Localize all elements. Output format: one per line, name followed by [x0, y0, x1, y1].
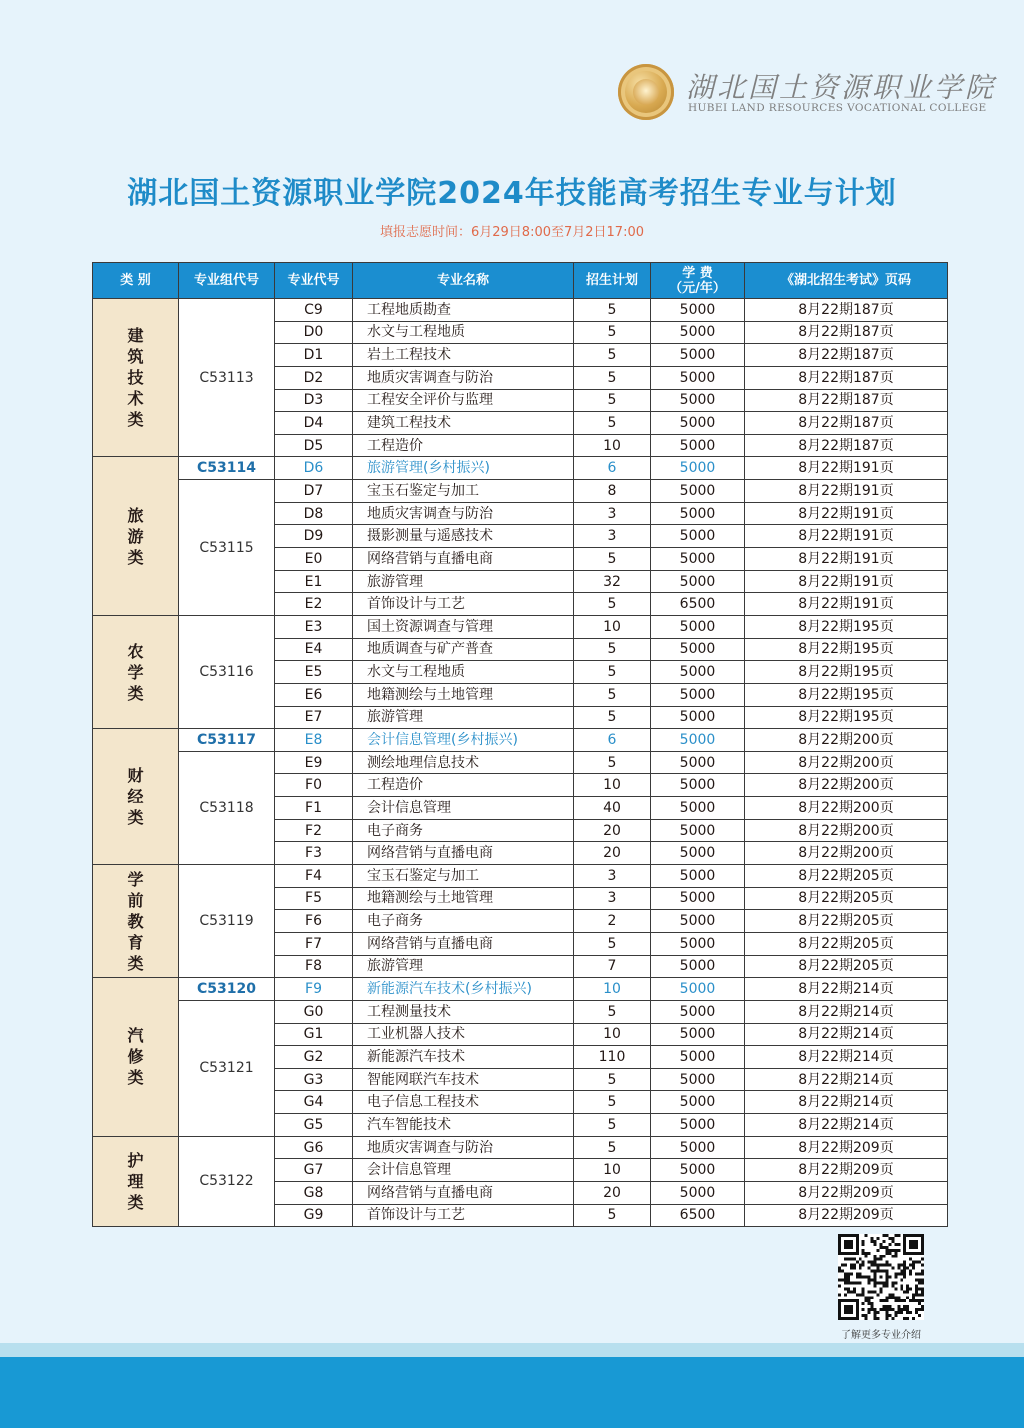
fee-cell: 5000: [651, 842, 745, 865]
major-name-cell: 电子信息工程技术: [353, 1091, 574, 1114]
major-code-cell: F9: [275, 978, 353, 1001]
plan-cell: 20: [574, 842, 651, 865]
major-name-cell: 旅游管理: [353, 955, 574, 978]
plan-cell: 5: [574, 366, 651, 389]
fee-cell: 5000: [651, 1181, 745, 1204]
major-name-cell: 会计信息管理(乡村振兴): [353, 729, 574, 752]
major-name-cell: 测绘地理信息技术: [353, 751, 574, 774]
header-plan: 招生计划: [574, 263, 651, 299]
page-ref-cell: 8月22期214页: [745, 1046, 948, 1069]
major-code-cell: G5: [275, 1114, 353, 1137]
major-name-cell: 工程造价: [353, 774, 574, 797]
fee-cell: 5000: [651, 570, 745, 593]
group-code-cell: C53117: [179, 729, 275, 752]
major-name-cell: 汽车智能技术: [353, 1114, 574, 1137]
major-code-cell: F1: [275, 797, 353, 820]
category-label: 学前教育类: [127, 869, 144, 973]
major-name-cell: 旅游管理: [353, 570, 574, 593]
category-label: 汽修类: [127, 1026, 144, 1088]
page-ref-cell: 8月22期209页: [745, 1136, 948, 1159]
fee-cell: 5000: [651, 638, 745, 661]
page-ref-cell: 8月22期209页: [745, 1181, 948, 1204]
fee-cell: 5000: [651, 1068, 745, 1091]
major-code-cell: D3: [275, 389, 353, 412]
major-name-cell: 地籍测绘与土地管理: [353, 887, 574, 910]
plan-cell: 5: [574, 661, 651, 684]
major-name-cell: 地质灾害调查与防治: [353, 366, 574, 389]
enrollment-plan-table: [92, 262, 948, 1227]
major-code-cell: G7: [275, 1159, 353, 1182]
major-name-cell: 会计信息管理: [353, 797, 574, 820]
fee-cell: 6500: [651, 1204, 745, 1227]
header-major-name: 专业名称: [353, 263, 574, 299]
major-name-cell: 新能源汽车技术: [353, 1046, 574, 1069]
plan-cell: 5: [574, 751, 651, 774]
major-code-cell: G1: [275, 1023, 353, 1046]
plan-cell: 5: [574, 548, 651, 571]
major-code-cell: D5: [275, 434, 353, 457]
plan-cell: 5: [574, 932, 651, 955]
category-cell: [93, 865, 179, 978]
fee-cell: 5000: [651, 932, 745, 955]
qr-code-icon: [838, 1234, 924, 1320]
page-ref-cell: 8月22期195页: [745, 683, 948, 706]
page-ref-cell: 8月22期187页: [745, 299, 948, 322]
group-code-cell: C53115: [179, 480, 275, 616]
major-code-cell: E8: [275, 729, 353, 752]
logo-english-name: HUBEI LAND RESOURCES VOCATIONAL COLLEGE: [688, 102, 987, 114]
major-code-cell: F8: [275, 955, 353, 978]
plan-cell: 20: [574, 819, 651, 842]
major-name-cell: 会计信息管理: [353, 1159, 574, 1182]
major-name-cell: 宝玉石鉴定与加工: [353, 480, 574, 503]
page-ref-cell: 8月22期187页: [745, 412, 948, 435]
major-code-cell: E7: [275, 706, 353, 729]
fee-cell: 5000: [651, 729, 745, 752]
major-name-cell: 水文与工程地质: [353, 321, 574, 344]
fee-cell: 5000: [651, 819, 745, 842]
plan-cell: 20: [574, 1181, 651, 1204]
category-label: 建筑技术类: [127, 326, 144, 430]
major-name-cell: 地质灾害调查与防治: [353, 1136, 574, 1159]
plan-cell: 5: [574, 1091, 651, 1114]
major-code-cell: G8: [275, 1181, 353, 1204]
plan-cell: 40: [574, 797, 651, 820]
page-ref-cell: 8月22期191页: [745, 502, 948, 525]
table-row: [93, 978, 948, 1001]
plan-cell: 10: [574, 774, 651, 797]
table-row: [93, 1136, 948, 1159]
page-ref-cell: 8月22期191页: [745, 570, 948, 593]
header-major-code: 专业代号: [275, 263, 353, 299]
plan-cell: 3: [574, 887, 651, 910]
page-ref-cell: 8月22期214页: [745, 1091, 948, 1114]
plan-cell: 110: [574, 1046, 651, 1069]
major-name-cell: 工程安全评价与监理: [353, 389, 574, 412]
major-name-cell: 地质调查与矿产普查: [353, 638, 574, 661]
major-code-cell: D0: [275, 321, 353, 344]
footer-band: [0, 1357, 1024, 1428]
fee-cell: 5000: [651, 865, 745, 888]
plan-cell: 3: [574, 502, 651, 525]
page-ref-cell: 8月22期195页: [745, 638, 948, 661]
major-name-cell: 网络营销与直播电商: [353, 932, 574, 955]
group-code-cell: C53122: [179, 1136, 275, 1227]
major-name-cell: 地质灾害调查与防治: [353, 502, 574, 525]
fee-cell: 5000: [651, 299, 745, 322]
major-name-cell: 网络营销与直播电商: [353, 548, 574, 571]
major-name-cell: 旅游管理(乡村振兴): [353, 457, 574, 480]
plan-cell: 5: [574, 1114, 651, 1137]
major-code-cell: F2: [275, 819, 353, 842]
group-code-cell: C53121: [179, 1000, 275, 1136]
category-cell: [93, 615, 179, 728]
major-name-cell: 地籍测绘与土地管理: [353, 683, 574, 706]
plan-cell: 5: [574, 1136, 651, 1159]
page-title: 湖北国土资源职业学院2024年技能高考招生专业与计划: [127, 176, 897, 211]
major-code-cell: E5: [275, 661, 353, 684]
page-ref-cell: 8月22期209页: [745, 1204, 948, 1227]
page-ref-cell: 8月22期200页: [745, 751, 948, 774]
page-ref-cell: 8月22期195页: [745, 661, 948, 684]
major-name-cell: 工程地质勘查: [353, 299, 574, 322]
major-name-cell: 工程造价: [353, 434, 574, 457]
page-ref-cell: 8月22期200页: [745, 819, 948, 842]
plan-cell: 10: [574, 978, 651, 1001]
fee-cell: 5000: [651, 344, 745, 367]
major-name-cell: 岩土工程技术: [353, 344, 574, 367]
major-code-cell: E9: [275, 751, 353, 774]
page-ref-cell: 8月22期214页: [745, 1023, 948, 1046]
fee-cell: 5000: [651, 1000, 745, 1023]
plan-cell: 10: [574, 434, 651, 457]
major-code-cell: D2: [275, 366, 353, 389]
plan-cell: 6: [574, 457, 651, 480]
fee-cell: 6500: [651, 593, 745, 616]
page-ref-cell: 8月22期191页: [745, 480, 948, 503]
logo-chinese-name: 湖北国土资源职业学院: [686, 71, 997, 104]
plan-cell: 5: [574, 299, 651, 322]
table-row: [93, 615, 948, 638]
plan-cell: 10: [574, 615, 651, 638]
table-row: [93, 480, 948, 503]
page-ref-cell: 8月22期205页: [745, 955, 948, 978]
page-ref-cell: 8月22期200页: [745, 797, 948, 820]
page-ref-cell: 8月22期191页: [745, 593, 948, 616]
plan-cell: 5: [574, 321, 651, 344]
major-code-cell: E3: [275, 615, 353, 638]
major-code-cell: E1: [275, 570, 353, 593]
major-name-cell: 工业机器人技术: [353, 1023, 574, 1046]
category-cell: [93, 729, 179, 865]
fee-cell: 5000: [651, 1023, 745, 1046]
major-code-cell: F3: [275, 842, 353, 865]
major-name-cell: 摄影测量与遥感技术: [353, 525, 574, 548]
table-row: [93, 865, 948, 888]
fee-cell: 5000: [651, 797, 745, 820]
major-name-cell: 新能源汽车技术(乡村振兴): [353, 978, 574, 1001]
major-name-cell: 首饰设计与工艺: [353, 1204, 574, 1227]
major-code-cell: G4: [275, 1091, 353, 1114]
page-ref-cell: 8月22期191页: [745, 548, 948, 571]
fee-cell: 5000: [651, 1136, 745, 1159]
fee-cell: 5000: [651, 321, 745, 344]
page-ref-cell: 8月22期187页: [745, 366, 948, 389]
group-code-cell: C53116: [179, 615, 275, 728]
plan-cell: 5: [574, 344, 651, 367]
plan-cell: 5: [574, 706, 651, 729]
category-label: 农学类: [127, 641, 144, 703]
table-row: [93, 729, 948, 752]
page-ref-cell: 8月22期205页: [745, 910, 948, 933]
major-code-cell: E2: [275, 593, 353, 616]
group-code-cell: C53114: [179, 457, 275, 480]
major-code-cell: G2: [275, 1046, 353, 1069]
major-name-cell: 水文与工程地质: [353, 661, 574, 684]
page-ref-cell: 8月22期205页: [745, 865, 948, 888]
page-ref-cell: 8月22期209页: [745, 1159, 948, 1182]
fee-cell: 5000: [651, 955, 745, 978]
major-code-cell: D4: [275, 412, 353, 435]
fee-cell: 5000: [651, 887, 745, 910]
page-ref-cell: 8月22期200页: [745, 774, 948, 797]
fee-cell: 5000: [651, 548, 745, 571]
footer-band-light: [0, 1343, 1024, 1357]
header-fee-line2: （元/年）: [669, 280, 726, 296]
page-ref-cell: 8月22期214页: [745, 1114, 948, 1137]
major-code-cell: F6: [275, 910, 353, 933]
plan-cell: 3: [574, 525, 651, 548]
college-emblem-icon: [618, 64, 674, 120]
plan-cell: 5: [574, 593, 651, 616]
table-header-row: [93, 263, 948, 299]
major-code-cell: G6: [275, 1136, 353, 1159]
header-fee: [651, 263, 745, 299]
category-cell: [93, 978, 179, 1136]
plan-cell: 10: [574, 1159, 651, 1182]
page-ref-cell: 8月22期195页: [745, 706, 948, 729]
category-cell: [93, 299, 179, 457]
major-code-cell: D6: [275, 457, 353, 480]
page-ref-cell: 8月22期187页: [745, 434, 948, 457]
plan-cell: 5: [574, 638, 651, 661]
major-name-cell: 建筑工程技术: [353, 412, 574, 435]
plan-cell: 5: [574, 1068, 651, 1091]
fee-cell: 5000: [651, 389, 745, 412]
fee-cell: 5000: [651, 978, 745, 1001]
plan-cell: 3: [574, 865, 651, 888]
fee-cell: 5000: [651, 480, 745, 503]
page-ref-cell: 8月22期205页: [745, 887, 948, 910]
plan-cell: 5: [574, 1204, 651, 1227]
page-ref-cell: 8月22期191页: [745, 525, 948, 548]
major-name-cell: 工程测量技术: [353, 1000, 574, 1023]
plan-cell: 5: [574, 412, 651, 435]
page-ref-cell: 8月22期187页: [745, 344, 948, 367]
fee-cell: 5000: [651, 751, 745, 774]
major-code-cell: D9: [275, 525, 353, 548]
major-name-cell: 首饰设计与工艺: [353, 593, 574, 616]
major-code-cell: E4: [275, 638, 353, 661]
fee-cell: 5000: [651, 525, 745, 548]
category-label: 护理类: [127, 1150, 144, 1212]
major-code-cell: F5: [275, 887, 353, 910]
major-code-cell: G3: [275, 1068, 353, 1091]
major-name-cell: 电子商务: [353, 819, 574, 842]
major-code-cell: D7: [275, 480, 353, 503]
plan-cell: 7: [574, 955, 651, 978]
fee-cell: 5000: [651, 706, 745, 729]
page-ref-cell: 8月22期187页: [745, 389, 948, 412]
fee-cell: 5000: [651, 412, 745, 435]
fee-cell: 5000: [651, 502, 745, 525]
major-code-cell: F7: [275, 932, 353, 955]
table-row: [93, 299, 948, 322]
plan-cell: 32: [574, 570, 651, 593]
plan-cell: 5: [574, 1000, 651, 1023]
page-ref-cell: 8月22期200页: [745, 842, 948, 865]
group-code-cell: C53118: [179, 751, 275, 864]
major-code-cell: C9: [275, 299, 353, 322]
page-ref-cell: 8月22期214页: [745, 1000, 948, 1023]
page-ref-cell: 8月22期187页: [745, 321, 948, 344]
header-category: 类 别: [93, 263, 179, 299]
major-name-cell: 网络营销与直播电商: [353, 842, 574, 865]
fee-cell: 5000: [651, 774, 745, 797]
category-label: 财经类: [127, 766, 144, 828]
major-code-cell: F0: [275, 774, 353, 797]
header-group-code: 专业组代号: [179, 263, 275, 299]
major-name-cell: 网络营销与直播电商: [353, 1181, 574, 1204]
fee-cell: 5000: [651, 457, 745, 480]
table-row: [93, 751, 948, 774]
major-code-cell: G9: [275, 1204, 353, 1227]
page-ref-cell: 8月22期200页: [745, 729, 948, 752]
category-cell: [93, 1136, 179, 1227]
plan-cell: 10: [574, 1023, 651, 1046]
page-ref-cell: 8月22期214页: [745, 1068, 948, 1091]
page-ref-cell: 8月22期214页: [745, 978, 948, 1001]
table-row: [93, 1000, 948, 1023]
plan-cell: 6: [574, 729, 651, 752]
fee-cell: 5000: [651, 1114, 745, 1137]
qr-caption: 了解更多专业介绍: [841, 1330, 921, 1341]
fee-cell: 5000: [651, 1091, 745, 1114]
fee-cell: 5000: [651, 683, 745, 706]
group-code-cell: C53120: [179, 978, 275, 1001]
fee-cell: 5000: [651, 1046, 745, 1069]
category-label: 旅游类: [127, 505, 144, 567]
major-name-cell: 电子商务: [353, 910, 574, 933]
fee-cell: 5000: [651, 366, 745, 389]
fee-cell: 5000: [651, 910, 745, 933]
plan-cell: 2: [574, 910, 651, 933]
group-code-cell: C53119: [179, 865, 275, 978]
major-code-cell: D1: [275, 344, 353, 367]
application-time-note: 填报志愿时间：6月29日8:00至7月2日17:00: [379, 225, 644, 240]
fee-cell: 5000: [651, 615, 745, 638]
table-row: [93, 457, 948, 480]
page-ref-cell: 8月22期205页: [745, 932, 948, 955]
plan-cell: 5: [574, 683, 651, 706]
page-ref-cell: 8月22期195页: [745, 615, 948, 638]
fee-cell: 5000: [651, 1159, 745, 1182]
header-page: 《湖北招生考试》页码: [745, 263, 948, 299]
major-code-cell: G0: [275, 1000, 353, 1023]
category-cell: [93, 457, 179, 615]
plan-cell: 5: [574, 389, 651, 412]
major-name-cell: 国土资源调查与管理: [353, 615, 574, 638]
fee-cell: 5000: [651, 661, 745, 684]
fee-cell: 5000: [651, 434, 745, 457]
major-name-cell: 宝玉石鉴定与加工: [353, 865, 574, 888]
major-code-cell: E0: [275, 548, 353, 571]
group-code-cell: C53113: [179, 299, 275, 457]
page-ref-cell: 8月22期191页: [745, 457, 948, 480]
major-code-cell: D8: [275, 502, 353, 525]
major-name-cell: 旅游管理: [353, 706, 574, 729]
major-code-cell: E6: [275, 683, 353, 706]
table-body: [93, 299, 948, 1227]
plan-cell: 8: [574, 480, 651, 503]
header-fee-line1: 学 费: [682, 265, 713, 281]
major-code-cell: F4: [275, 865, 353, 888]
major-name-cell: 智能网联汽车技术: [353, 1068, 574, 1091]
college-logo: [618, 64, 997, 120]
